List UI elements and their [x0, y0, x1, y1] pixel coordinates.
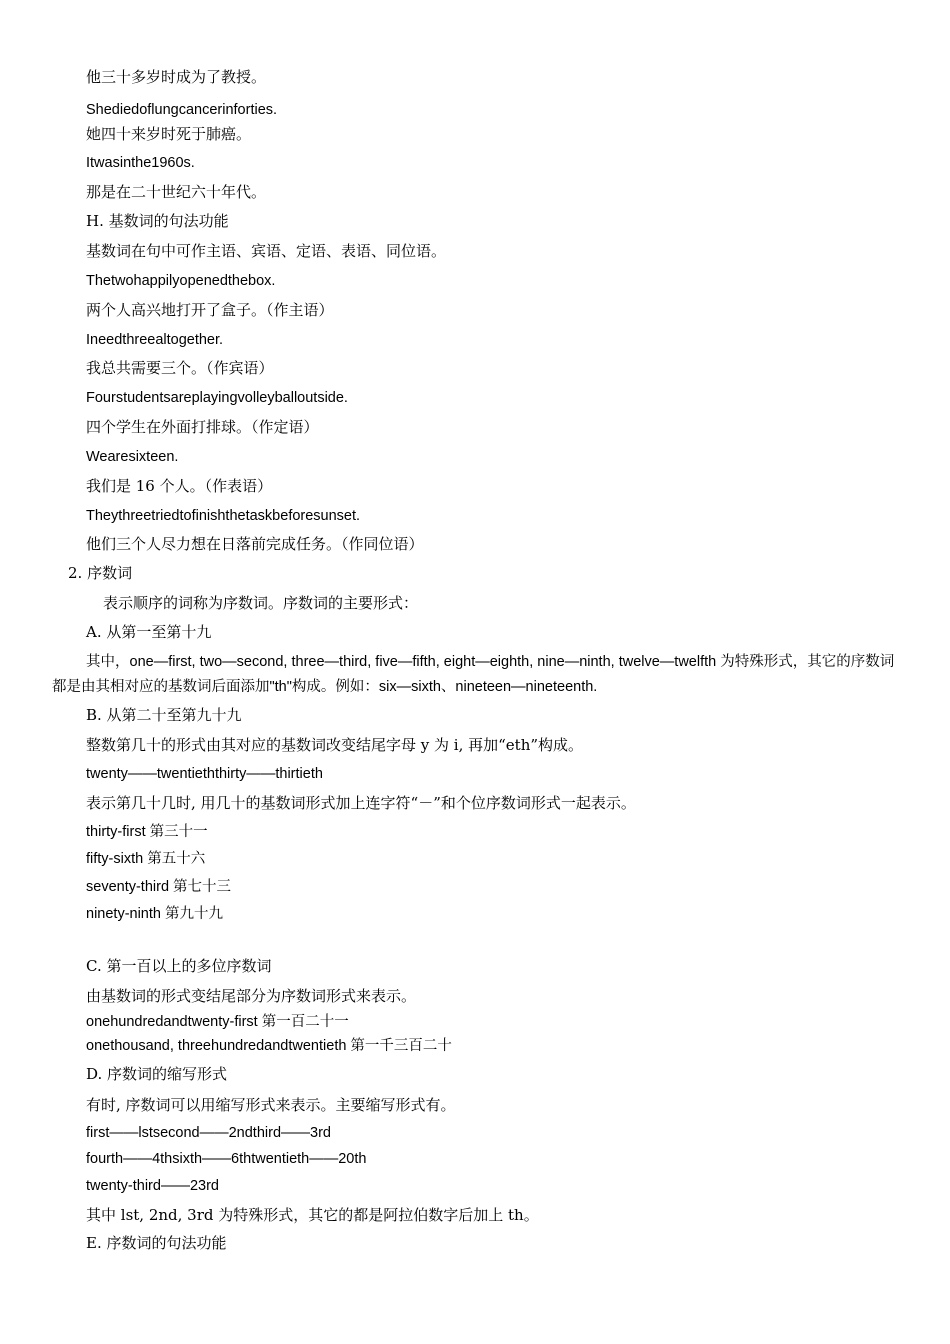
section-heading: C. 第一百以上的多位序数词	[86, 957, 272, 975]
text-line: 表示第几十几时, 用几十的基数词形式加上连字符“－”和个位序数词形式一起表示。	[86, 794, 636, 812]
text-line: 四个学生在外面打排球。（作定语）	[86, 418, 319, 436]
text-line: twenty-third——23rd	[86, 1178, 219, 1194]
text-line: 他们三个人尽力想在日落前完成任务。（作同位语）	[86, 535, 424, 553]
text-line: first——lstsecond——2ndthird——3rd	[86, 1125, 331, 1141]
text-line: Fourstudentsareplayingvolleyballoutside.	[86, 390, 348, 406]
text-line: Shediedoflungcancerinforties.	[86, 102, 278, 118]
text-line: 两个人高兴地打开了盒子。（作主语）	[86, 301, 334, 319]
text-line: seventy-third 第七十三	[86, 879, 232, 895]
section-heading: H. 基数词的句法功能	[86, 212, 229, 230]
text-line: Wearesixteen.	[86, 449, 179, 465]
text-line: Ineedthreealtogether.	[86, 332, 224, 348]
section-heading: E. 序数词的句法功能	[86, 1234, 227, 1252]
text-line: 整数第几十的形式由其对应的基数词改变结尾字母 y 为 i, 再加“eth”构成。	[86, 736, 584, 754]
text-line: Thetwohappilyopenedthebox.	[86, 273, 276, 289]
text-line: fourth——4thsixth——6thtwentieth——20th	[86, 1151, 367, 1167]
section-heading: A. 从第一至第十九	[86, 623, 212, 641]
text-line: onehundredandtwenty-first 第一百二十一	[86, 1014, 349, 1030]
text-line: twenty——twentieththirty——thirtieth	[86, 766, 323, 782]
text-line: 有时, 序数词可以用缩写形式来表示。主要缩写形式有。	[86, 1096, 456, 1114]
text-line: thirty-first 第三十一	[86, 824, 208, 840]
paragraph: 其中，one—first, two—second, three—third, five—fifth, eight—eighth, nine—ninth, twelve—twelfth 为特殊形式，其它的序数词都是由其相对应的基数词后面添加"th"构成。例如：six—sixth、nineteen—nineteenth.	[52, 654, 895, 695]
text-line: 我们是 16 个人。（作表语）	[86, 477, 273, 495]
text-line: 她四十来岁时死于肺癌。	[86, 125, 252, 143]
text-line: 基数词在句中可作主语、宾语、定语、表语、同位语。	[86, 242, 447, 260]
section-heading: D. 序数词的缩写形式	[86, 1065, 228, 1083]
text-line: ninety-ninth 第九十九	[86, 906, 223, 922]
text-line: 表示顺序的词称为序数词。序数词的主要形式：	[103, 594, 419, 612]
text-line: 由基数词的形式变结尾部分为序数词形式来表示。	[86, 987, 417, 1005]
text-line: 我总共需要三个。（作宾语）	[86, 359, 274, 377]
text-line: 其中 lst, 2nd, 3rd 为特殊形式，其它的都是阿拉伯数字后加上 th。	[86, 1206, 539, 1224]
text-line: Theythreetriedtofinishthetaskbeforesunset.	[86, 508, 361, 524]
section-heading: 2. 序数词	[68, 564, 133, 582]
text-line: fifty-sixth 第五十六	[86, 851, 206, 867]
text-line: 那是在二十世纪六十年代。	[86, 183, 267, 201]
text-line: Itwasinthe1960s.	[86, 155, 195, 171]
text-line: 他三十多岁时成为了教授。	[86, 68, 267, 86]
text-line: onethousand, threehundredandtwentieth 第一千三百二十	[86, 1038, 452, 1054]
section-heading: B. 从第二十至第九十九	[86, 706, 242, 724]
